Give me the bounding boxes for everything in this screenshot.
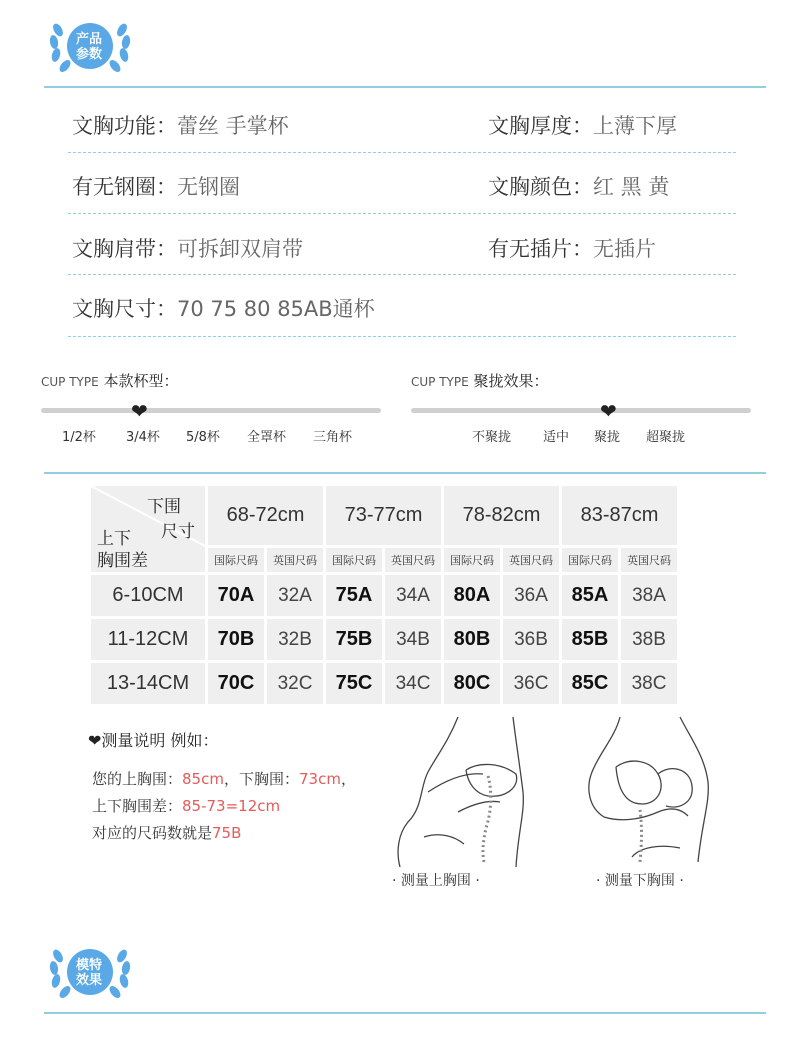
heart-marker-icon: ❤ bbox=[600, 399, 617, 423]
size-cell: 75B bbox=[326, 619, 382, 660]
badge-title: 产品 参数 bbox=[75, 32, 102, 62]
range-header: 73-77cm bbox=[326, 486, 441, 545]
spec-underwire: 有无钢圈：无钢圈 bbox=[72, 175, 240, 199]
table-corner bbox=[91, 486, 205, 572]
size-cell: 36C bbox=[503, 663, 559, 704]
size-cell: 85A bbox=[562, 575, 618, 616]
corner-label: 上下 bbox=[97, 529, 131, 548]
size-cell: 75A bbox=[326, 575, 382, 616]
measure-line: 上下胸围差：85-73=12cm bbox=[92, 797, 281, 815]
upper-bust-illustration bbox=[388, 712, 558, 867]
caption-lower-bust: · 测量下胸围 · bbox=[596, 873, 684, 889]
measure-line: 您的上胸围：85cm，下胸围：73cm， bbox=[92, 770, 356, 788]
push-option: 不聚拢 bbox=[472, 430, 512, 445]
intl-size-header: 国际尺码 bbox=[444, 548, 500, 572]
size-cell: 70A bbox=[208, 575, 264, 616]
size-cell: 34B bbox=[385, 619, 441, 660]
dash-divider bbox=[68, 336, 736, 337]
intl-size-header: 国际尺码 bbox=[562, 548, 618, 572]
size-cell: 34A bbox=[385, 575, 441, 616]
push-up-slider bbox=[411, 408, 751, 413]
size-cell: 32C bbox=[267, 663, 323, 704]
size-cell: 80C bbox=[444, 663, 500, 704]
cup-option-selected: 3/4杯 bbox=[126, 430, 160, 445]
size-cell: 34C bbox=[385, 663, 441, 704]
divider bbox=[44, 472, 766, 474]
size-cell: 70B bbox=[208, 619, 264, 660]
size-cell: 80A bbox=[444, 575, 500, 616]
cup-diff-label: 6-10CM bbox=[91, 575, 205, 616]
push-up-title: CUP TYPE 聚拢效果： bbox=[411, 372, 549, 390]
size-cell: 32B bbox=[267, 619, 323, 660]
table-row bbox=[91, 663, 677, 704]
range-header: 83-87cm bbox=[562, 486, 677, 545]
uk-size-header: 英国尺码 bbox=[621, 548, 677, 572]
spec-insert: 有无插片：无插片 bbox=[488, 237, 656, 261]
size-cell: 32A bbox=[267, 575, 323, 616]
cup-type-title: CUP TYPE 本款杯型： bbox=[41, 372, 179, 390]
spec-function: 文胸功能：蕾丝 手掌杯 bbox=[72, 114, 289, 138]
corner-label: 胸围差 bbox=[97, 551, 148, 570]
size-cell: 75C bbox=[326, 663, 382, 704]
cup-option: 三角杯 bbox=[313, 430, 353, 445]
range-header: 78-82cm bbox=[444, 486, 559, 545]
lower-bust-illustration bbox=[580, 712, 730, 867]
size-cell: 38C bbox=[621, 663, 677, 704]
size-cell: 38B bbox=[621, 619, 677, 660]
intl-size-header: 国际尺码 bbox=[326, 548, 382, 572]
corner-label: 下围 bbox=[147, 497, 181, 516]
cup-type-slider bbox=[41, 408, 381, 413]
intl-size-header: 国际尺码 bbox=[208, 548, 264, 572]
spec-thickness: 文胸厚度：上薄下厚 bbox=[488, 114, 677, 138]
uk-size-header: 英国尺码 bbox=[503, 548, 559, 572]
heart-marker-icon: ❤ bbox=[131, 399, 148, 423]
size-cell: 85C bbox=[562, 663, 618, 704]
cup-diff-label: 11-12CM bbox=[91, 619, 205, 660]
size-cell: 80B bbox=[444, 619, 500, 660]
size-cell: 85B bbox=[562, 619, 618, 660]
table-row bbox=[91, 619, 677, 660]
size-cell: 36A bbox=[503, 575, 559, 616]
divider bbox=[44, 1012, 766, 1014]
uk-size-header: 英国尺码 bbox=[267, 548, 323, 572]
cup-diff-label: 13-14CM bbox=[91, 663, 205, 704]
spec-size: 文胸尺寸：70 75 80 85AB通杯 bbox=[72, 297, 375, 321]
dash-divider bbox=[68, 152, 736, 153]
corner-label: 尺寸 bbox=[161, 522, 195, 541]
push-option: 超聚拢 bbox=[646, 430, 686, 445]
measure-title: ❤测量说明 例如： bbox=[88, 731, 219, 750]
dash-divider bbox=[68, 274, 736, 275]
push-option: 适中 bbox=[543, 430, 570, 445]
badge-title: 模特 效果 bbox=[75, 958, 102, 988]
size-cell: 38A bbox=[621, 575, 677, 616]
caption-upper-bust: · 测量上胸围 · bbox=[392, 873, 480, 889]
measure-line: 对应的尺码数就是75B bbox=[92, 824, 242, 842]
size-cell: 70C bbox=[208, 663, 264, 704]
cup-option: 1/2杯 bbox=[62, 430, 96, 445]
cup-option: 5/8杯 bbox=[186, 430, 220, 445]
uk-size-header: 英国尺码 bbox=[385, 548, 441, 572]
spec-strap: 文胸肩带：可拆卸双肩带 bbox=[72, 237, 303, 261]
spec-color: 文胸颜色：红 黑 黄 bbox=[488, 175, 670, 199]
push-option-selected: 聚拢 bbox=[594, 430, 621, 445]
size-cell: 36B bbox=[503, 619, 559, 660]
table-row bbox=[91, 575, 677, 616]
size-chart-table bbox=[88, 483, 680, 707]
range-header: 68-72cm bbox=[208, 486, 323, 545]
dash-divider bbox=[68, 213, 736, 214]
divider bbox=[44, 86, 766, 88]
cup-option: 全罩杯 bbox=[247, 430, 287, 445]
